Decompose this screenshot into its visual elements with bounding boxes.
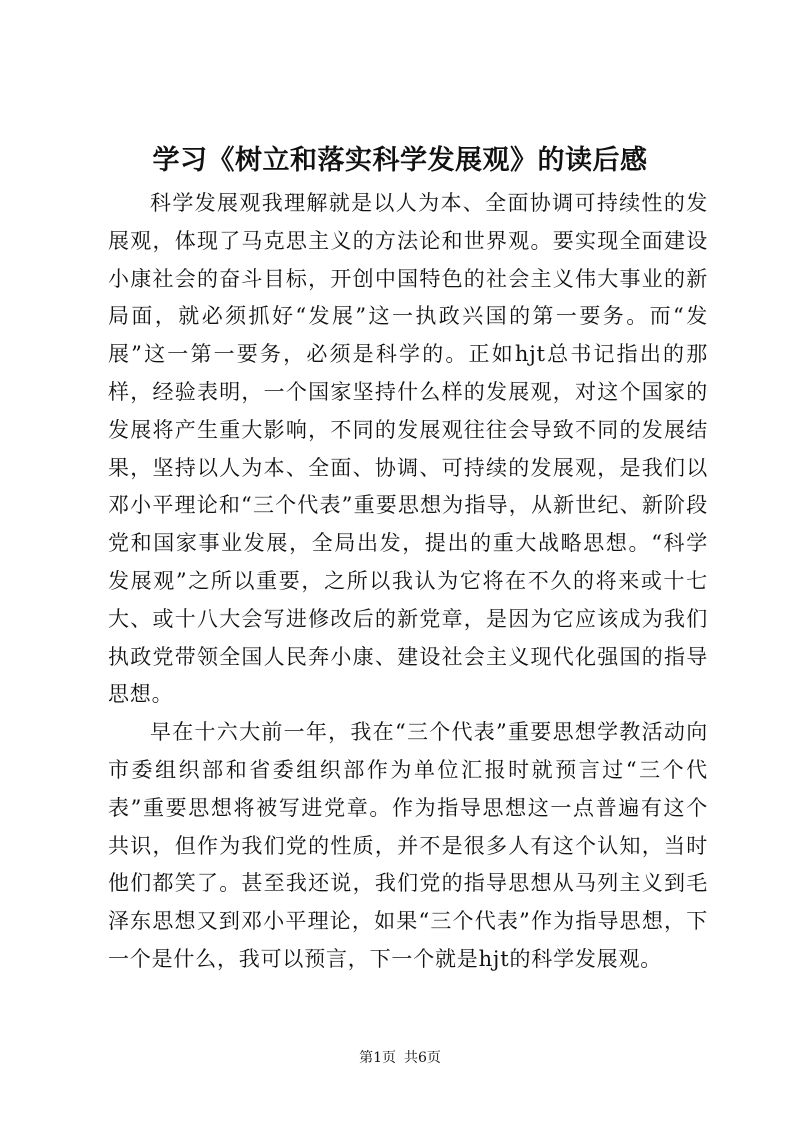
document-title: 学习《树立和落实科学发展观》的读后感 [152, 145, 648, 176]
page-number-current: 第1页 [359, 1050, 396, 1066]
document-body [108, 185, 708, 979]
page-number-total: 共6页 [404, 1050, 441, 1066]
paragraph-1: 科学发展观我理解就是以人为本、全面协调可持续性的发展观，体现了马克思主义的方法论和世界观。要实现全面建设小康社会的奋斗目标，开创中国特色的社会主义伟大事业的新局面，就必须抓好“发展”这一执政兴国的第一要务。而“发展”这一第一要务，必须是科学的。正如hjt总书记指出的那样，经验表明，一个国家坚持什么样的发展观，对这个国家的发展将产生重大影响，不同的发展观往往会导致不同的发展结果，坚持以人为本、全面、协调、可持续的发展观，是我们以邓小平理论和“三个代表”重要思想为指导，从新世纪、新阶段党和国家事业发展，全局出发，提出的重大战略思想。“科学发展观”之所以重要，之所以我认为它将在不久的将来或十七大、或十八大会写进修改后的新党章，是因为它应该成为我们执政党带领全国人民奔小康、建设社会主义现代化强国的指导思想。 [108, 191, 708, 707]
paragraph-2: 早在十六大前一年，我在“三个代表”重要思想学教活动向市委组织部和省委组织部作为单位汇报时就预言过“三个代表”重要思想将被写进党章。作为指导思想这一点普遍有这个共识，但作为我们党的性质，并不是很多人有这个认知，当时他们都笑了。甚至我还说，我们党的指导思想从马列主义到毛泽东思想又到邓小平理论，如果“三个代表”作为指导思想，下一个是什么，我可以预言，下一个就是hjt的科学发展观。 [108, 720, 708, 971]
page-footer [100, 1048, 700, 1068]
